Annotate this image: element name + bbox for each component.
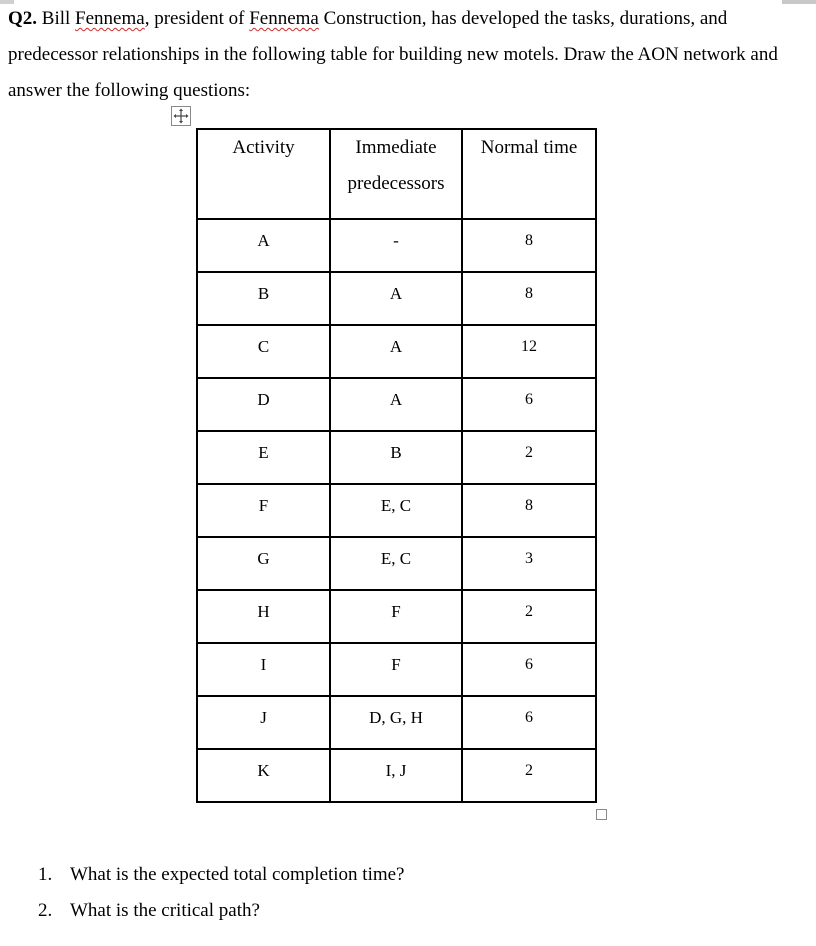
time-cell <box>462 325 596 378</box>
header-predecessors: Immediate predecessors <box>330 129 462 219</box>
time-cell <box>462 590 596 643</box>
predecessor-value: D, G, H <box>369 708 423 727</box>
predecessor-value: E, C <box>380 549 412 568</box>
activity-table <box>196 128 597 803</box>
time-cell <box>462 537 596 590</box>
list-item <box>38 857 405 893</box>
list-text: What is the critical path? <box>70 900 260 921</box>
activity-value: A <box>257 231 270 250</box>
table-row <box>197 537 596 590</box>
predecessor-cell <box>330 378 462 431</box>
time-value: 2 <box>525 603 533 620</box>
activity-cell <box>197 696 330 749</box>
predecessor-cell <box>330 643 462 696</box>
table-row <box>197 325 596 378</box>
time-cell <box>462 484 596 537</box>
time-cell <box>462 378 596 431</box>
header-normal-time: Normal time <box>462 129 596 219</box>
question-list <box>38 857 405 929</box>
predecessor-value: B <box>390 443 402 462</box>
time-cell <box>462 431 596 484</box>
activity-cell <box>197 484 330 537</box>
predecessor-value: A <box>389 284 403 303</box>
list-number: 1. <box>38 864 53 885</box>
predecessor-cell <box>330 272 462 325</box>
list-text: What is the expected total completion time? <box>70 864 405 885</box>
predecessor-cell <box>330 219 462 272</box>
activity-cell <box>197 749 330 802</box>
time-cell <box>462 219 596 272</box>
activity-value: K <box>257 761 270 780</box>
activity-value: E <box>258 443 269 462</box>
time-value: 6 <box>525 656 533 673</box>
table-move-handle-icon[interactable] <box>171 106 191 126</box>
time-cell <box>462 643 596 696</box>
question-label: Q2. <box>8 8 38 29</box>
predecessor-value: F <box>391 602 401 621</box>
header-activity: Activity <box>197 129 330 219</box>
time-value: 6 <box>525 391 533 408</box>
time-value: 8 <box>525 285 533 302</box>
question-text-2: , president of <box>144 8 250 29</box>
list-number: 2. <box>38 900 53 921</box>
activity-cell <box>197 431 330 484</box>
activity-cell <box>197 643 330 696</box>
predecessor-cell <box>330 325 462 378</box>
time-value: 8 <box>525 232 533 249</box>
table-row <box>197 590 596 643</box>
predecessor-cell <box>330 431 462 484</box>
predecessor-value: A <box>389 390 403 409</box>
table-row <box>197 643 596 696</box>
activity-cell <box>197 537 330 590</box>
activity-value: I <box>260 655 267 674</box>
time-value: 3 <box>525 550 533 567</box>
activity-value: G <box>257 549 270 568</box>
table-row <box>197 272 596 325</box>
table-header-row <box>197 129 596 219</box>
table-row <box>197 219 596 272</box>
predecessor-value: F <box>391 655 401 674</box>
activity-value: F <box>258 496 269 515</box>
activity-cell <box>197 378 330 431</box>
table-resize-handle-icon[interactable] <box>596 809 607 820</box>
list-item <box>38 893 405 929</box>
predecessor-value: I, J <box>385 761 407 780</box>
predecessor-cell <box>330 484 462 537</box>
time-cell <box>462 696 596 749</box>
spellcheck-word-fennema-1[interactable]: Fennema <box>75 8 145 29</box>
activity-value: H <box>257 602 270 621</box>
predecessor-value: A <box>389 337 403 356</box>
time-cell <box>462 272 596 325</box>
table-row <box>197 431 596 484</box>
activity-cell <box>197 219 330 272</box>
time-value: 12 <box>521 338 537 355</box>
activity-cell <box>197 325 330 378</box>
time-value: 2 <box>525 762 533 779</box>
spellcheck-word-fennema-2[interactable]: Fennema <box>249 8 319 29</box>
question-text-1: Bill <box>37 8 76 29</box>
time-value: 8 <box>525 497 533 514</box>
question-paragraph <box>8 1 808 109</box>
activity-value: C <box>257 337 270 356</box>
activity-cell <box>197 272 330 325</box>
activity-value: B <box>257 284 270 303</box>
table-row <box>197 696 596 749</box>
predecessor-cell <box>330 696 462 749</box>
predecessor-value: - <box>393 231 399 250</box>
table-row <box>197 378 596 431</box>
time-cell <box>462 749 596 802</box>
time-value: 2 <box>525 444 533 461</box>
predecessor-value: E, C <box>380 496 412 515</box>
activity-cell <box>197 590 330 643</box>
predecessor-cell <box>330 749 462 802</box>
predecessor-cell <box>330 537 462 590</box>
table-row <box>197 484 596 537</box>
activity-value: D <box>257 390 270 409</box>
time-value: 6 <box>525 709 533 726</box>
question-text-3: Construction, has developed the tasks, durations, and predecessor relationships in the following table for building new motels. Draw the AON network and answer the following questions: <box>8 8 778 101</box>
table-row <box>197 749 596 802</box>
predecessor-cell <box>330 590 462 643</box>
activity-value: J <box>260 708 267 727</box>
